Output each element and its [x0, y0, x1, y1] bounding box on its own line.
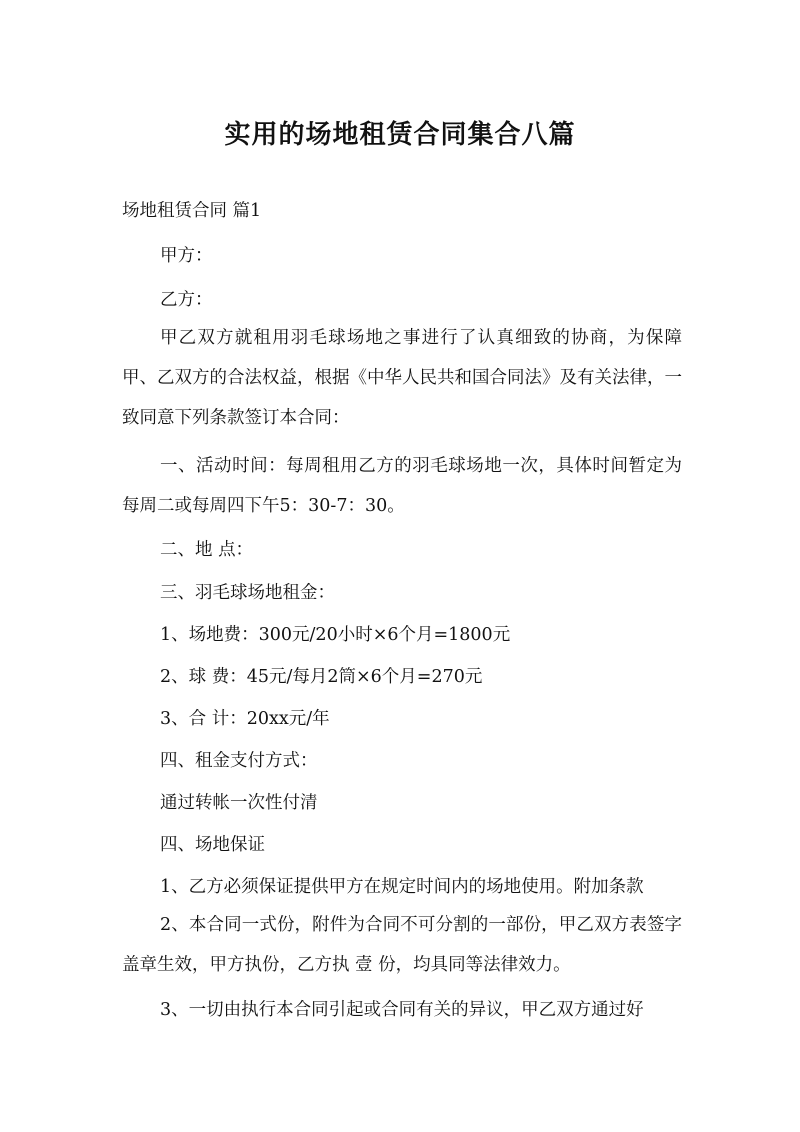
fee-shuttlecock: 2、球 费：45元/每月2筒×6个月=270元: [160, 667, 483, 687]
intro-paragraph: 甲乙双方就租用羽毛球场地之事进行了认真细致的协商，为保障甲、乙双方的合法权益，根据《中华人民共和国合同法》及有关法律，一致同意下列条款签订本合同：: [122, 328, 682, 428]
clause-guarantee-heading: 四、场地保证: [160, 835, 265, 855]
clause-rent-heading: 三、羽毛球场地租金：: [160, 583, 335, 603]
clause-payment-heading: 四、租金支付方式：: [160, 751, 318, 771]
guarantee-item-3: 3、一切由执行本合同引起或合同有关的异议，甲乙双方通过好: [160, 1000, 644, 1020]
guarantee-item-2: 2、本合同一式份，附件为合同不可分割的一部份，甲乙双方表签字盖章生效，甲方执份，乙方执 壹 份，均具同等法律效力。: [122, 915, 682, 975]
fee-venue: 1、场地费：300元/20小时×6个月=1800元: [160, 625, 511, 645]
party-b-label: 乙方：: [160, 290, 213, 310]
payment-method: 通过转帐一次性付清: [160, 793, 318, 813]
clause-activity-time: 一、活动时间：每周租用乙方的羽毛球场地一次，具体时间暂定为每周二或每周四下午5：30-7：30。: [122, 456, 682, 516]
section-heading: 场地租赁合同 篇1: [122, 201, 262, 221]
guarantee-item-1: 1、乙方必须保证提供甲方在规定时间内的场地使用。附加条款: [160, 877, 644, 897]
fee-total: 3、合 计：20xx元/年: [160, 709, 330, 729]
document-title: 实用的场地租赁合同集合八篇: [224, 120, 576, 151]
party-a-label: 甲方：: [160, 246, 213, 266]
clause-location: 二、地 点：: [160, 540, 254, 560]
